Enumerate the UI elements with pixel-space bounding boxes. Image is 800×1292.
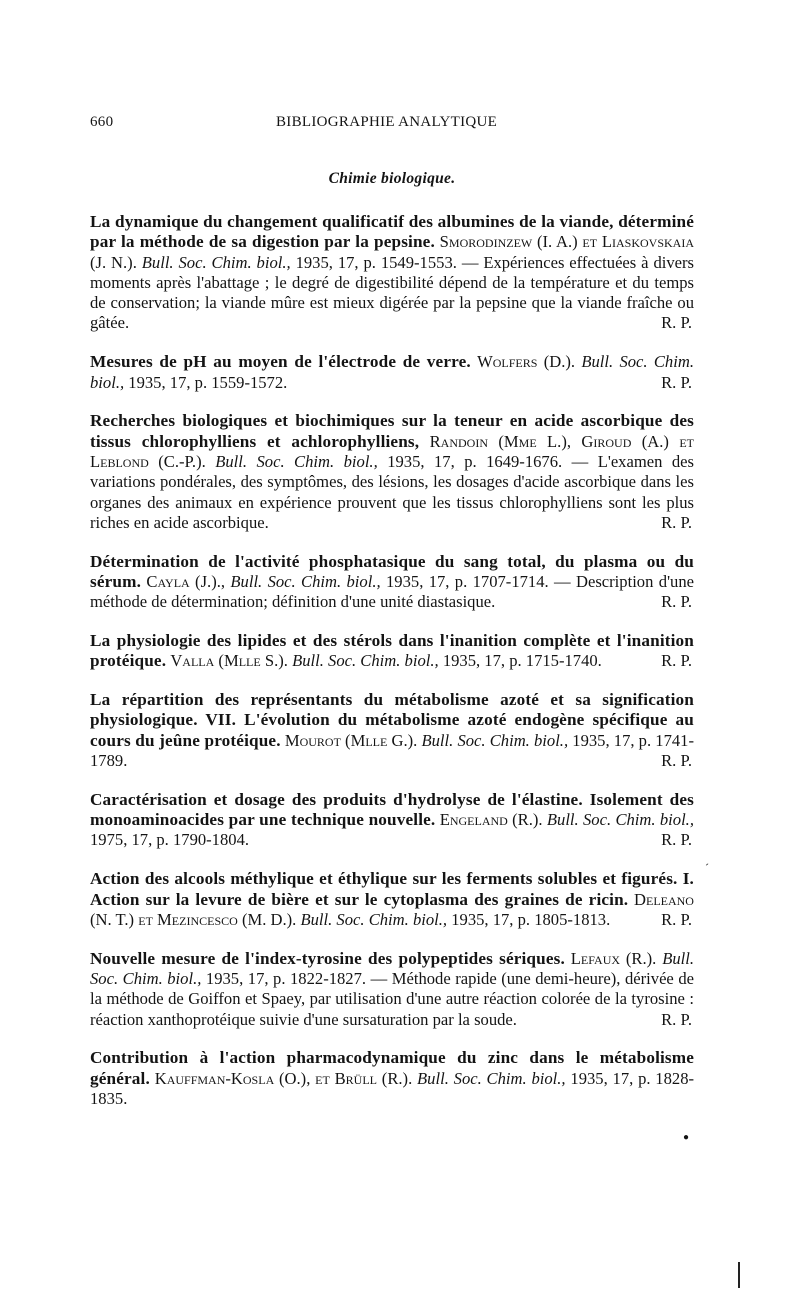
- bibliography-entry: [90, 212, 694, 334]
- bibliography-entry: [90, 411, 694, 533]
- bibliography-entry: [90, 869, 694, 930]
- entry-authors: Valla (Mlle S.).: [170, 651, 288, 671]
- page-header: [90, 114, 694, 138]
- entry-authors: Smorodinzew (I. A.) et Liaskovskaia (J. N.).: [90, 232, 694, 272]
- entry-signature: R. P.: [661, 372, 692, 392]
- entry-authors: Cayla (J.).,: [146, 571, 226, 591]
- entry-journal: Bull. Soc. Chim. biol.,: [141, 252, 291, 272]
- entry-citation: 1975, 17, p. 1790-1804.: [90, 830, 250, 850]
- entry-citation: 1935, 17, p. 1559-1572.: [128, 372, 288, 392]
- entry-title: Caractérisation et dosage des produits d'hydrolyse de l'élastine. Isolement des monoaminoacides par une technique nouvelle.: [90, 789, 694, 830]
- entry-title: Nouvelle mesure de l'index-tyrosine des polypeptides sériques.: [90, 948, 565, 968]
- entry-title: Mesures de pH au moyen de l'électrode de verre.: [90, 352, 471, 372]
- entry-journal: Bull. Soc. Chim. biol.,: [230, 571, 381, 591]
- entry-abstract: — Méthode rapide (une demi-heure), dérivée de la méthode de Goiffon et Spaey, par utilisation d'une autre réaction colorée de la tyrosine : réaction xanthoprotéique suivie d'une sursaturation par la soude.: [90, 968, 694, 1029]
- entry-abstract: — Expériences effectuées à divers moments après l'abattage ; le degré de digestibilité dépend de la température et du temps de conservation; la viande mûre est mieux digérée par la pepsine que la viande fraîche ou gâtée.: [90, 252, 694, 333]
- entry-title: La physiologie des lipides et des stérols dans l'inanition complète et l'inanition protéique.: [90, 631, 694, 671]
- entry-signature: R. P.: [661, 1009, 692, 1029]
- entry-signature: R. P.: [661, 592, 692, 612]
- document-page: [90, 114, 694, 1128]
- bibliography-entry: [90, 949, 694, 1030]
- running-title: BIBLIOGRAPHIE ANALYTIQUE: [276, 114, 498, 130]
- entry-journal: Bull. Soc. Chim. biol.,: [292, 651, 439, 671]
- entry-journal: Bull. Soc. Chim. biol.,: [421, 730, 569, 750]
- entry-title: La dynamique du changement qualificatif des albumines de la viande, déterminé par la méthode de sa digestion par la pepsine.: [90, 212, 694, 252]
- section-title: Chimie biologique.: [328, 170, 456, 187]
- entry-citation: 1935, 17, p. 1707-1714.: [386, 571, 549, 591]
- entry-journal: Bull. Soc. Chim. biol.,: [300, 909, 448, 929]
- entry-signature: R. P.: [661, 651, 692, 671]
- bibliography-entry: [90, 790, 694, 851]
- bibliography-entry: [90, 690, 694, 771]
- page-number: 660: [90, 114, 114, 130]
- entry-authors: Mourot (Mlle G.).: [284, 730, 418, 750]
- entry-signature: R. P.: [661, 512, 692, 532]
- entry-journal: Bull. Soc. Chim. biol.,: [90, 352, 694, 392]
- entry-journal: Bull. Soc. Chim. biol.,: [417, 1068, 566, 1088]
- entry-title: Détermination de l'activité phosphatasique du sang total, du plasma ou du sérum.: [90, 551, 694, 591]
- bibliography-entry: [90, 631, 694, 672]
- margin-mark: ˊ: [705, 861, 709, 875]
- bibliography-entry: [90, 1048, 694, 1109]
- entry-citation: 1935, 17, p. 1741-1789.: [90, 730, 695, 771]
- entry-citation: 1935, 17, p. 1805-1813.: [451, 909, 611, 929]
- entry-authors: Lefaux (R.).: [570, 948, 657, 968]
- entry-signature: R. P.: [661, 830, 692, 850]
- bibliography-entry: [90, 552, 694, 613]
- entry-authors: Engeland (R.).: [439, 810, 543, 830]
- page-edge-line: [738, 1262, 740, 1288]
- entry-journal: Bull. Soc. Chim. biol.,: [546, 810, 694, 830]
- entry-authors: Wolfers (D.).: [477, 352, 576, 372]
- entry-abstract: — Description d'une méthode de détermination; définition d'une unité diastasique.: [90, 571, 695, 612]
- entry-citation: 1935, 17, p. 1649-1676.: [387, 451, 563, 471]
- entry-title: Contribution à l'action pharmacodynamique du zinc dans le métabolisme général.: [90, 1048, 694, 1088]
- entry-citation: 1935, 17, p. 1822-1827.: [205, 968, 367, 988]
- entry-authors: Randoin (Mme L.), Giroud (A.) et Leblond (C.-P.).: [90, 431, 694, 471]
- entry-journal: Bull. Soc. Chim. biol.,: [90, 948, 695, 988]
- entry-signature: R. P.: [661, 313, 692, 333]
- entry-signature: R. P.: [661, 909, 692, 929]
- entry-authors: Kauffman-Kosla (O.), et Brüll (R.).: [154, 1068, 413, 1088]
- entry-title: La répartition des représentants du métabolisme azoté et sa signification physiologique. VII. L'évolution du métabolisme azoté endogène spécifique au cours du jeûne protéique.: [90, 690, 694, 750]
- entry-title: Recherches biologiques et biochimiques sur la teneur en acide ascorbique des tissus chlorophylliens et achlorophylliens,: [90, 411, 694, 451]
- bullet-mark: ●: [683, 1132, 690, 1143]
- entry-abstract: — L'examen des variations pondérales, des symptômes, des lésions, les dosages d'acide ascorbique dans les organes des animaux en expérience prouvent que les tissus chlorophylliens sont les plus riches en acide ascorbique.: [90, 451, 694, 532]
- bibliography-entry: [90, 352, 694, 393]
- entry-citation: 1935, 17, p. 1715-1740.: [442, 651, 602, 671]
- entry-journal: Bull. Soc. Chim. biol.,: [215, 451, 378, 471]
- entry-citation: 1935, 17, p. 1828-1835.: [90, 1068, 695, 1108]
- entry-title: Action des alcools méthylique et éthylique sur les ferments solubles et figurés. I. Action sur la levure de bière et sur le cytoplasma des graines de ricin.: [90, 869, 694, 909]
- entry-citation: 1935, 17, p. 1549-1553.: [295, 252, 457, 272]
- entry-authors: Deleano (N. T.) et Mezincesco (M. D.).: [90, 889, 694, 929]
- entry-signature: R. P.: [661, 751, 692, 771]
